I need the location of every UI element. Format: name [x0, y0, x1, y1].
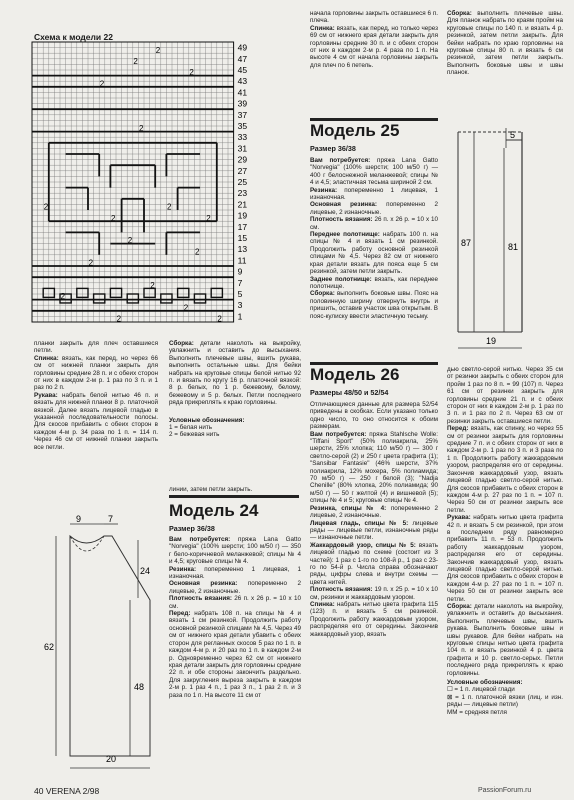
- col4b-p1: дью светло-серой нитью. Через 35 см от резинки закрыть с обеих сторон для пройм 1 раз по 8 п. = 99 (107) п. Через 61 см от резинки закрыть для горловины средние 21 п. и с обеих сторон от них в каждом 2-м р. 1 раз по 3 п. и 1 раз по 2 п. Через 63 см от резинки закрыть оставшиеся петли.: [447, 366, 563, 425]
- need-heading-24: Вам потребуется:: [169, 536, 231, 543]
- watermark: PassionForum.ru: [478, 787, 532, 794]
- chart-color-mark: 2: [99, 79, 105, 89]
- model26-title: Модель 26: [310, 365, 400, 384]
- model24-size: Размер 36/38: [169, 524, 215, 533]
- main-heading-25: Основная резинка:: [310, 201, 377, 209]
- chart-row-label: 9: [237, 266, 243, 277]
- chart-color-mark: 2: [189, 68, 194, 78]
- legend26-3: MM = средняя петля: [447, 708, 507, 716]
- model24-pattern: [30, 510, 165, 785]
- assembly-text-top: выполнить плечевые швы. Для планок набрать по краям пройм на круговые спицы по 140 п. и вязать 4 р. резинкой, затем петли закрыть. Для бейки набрать по краю горловины на круговые спицы 80 п. и вязать 6 см резинкой, затем петли закрыть. Выполнить боковые швы и швы планок.: [447, 10, 563, 77]
- col2-text: [169, 340, 301, 439]
- rib-text-24: попеременно 1 лицевая, 1 изнаночная.: [169, 565, 301, 581]
- chart-row-label: 29: [237, 154, 248, 165]
- front-heading-25: Переднее полотнище:: [310, 231, 380, 239]
- dim25-left: 87: [461, 238, 472, 248]
- gauge-text-24: 26 п. х 26 р. = 10 х 10 см.: [169, 595, 301, 610]
- rib-text-26: попеременно 2 лицевые, 2 изнаночные.: [310, 504, 438, 520]
- col4-p1: [447, 10, 563, 77]
- chart-row-label: 21: [237, 199, 248, 210]
- front-heading-26: Перед:: [447, 425, 469, 433]
- back-text: вязать, как перед, но через 66 см от нижней планки закрыть для горловины средние 28 п. и с обеих сторон от них в каждом 2-м р. 1 раз по 3 п. и 1 раз по 2 п.: [34, 354, 158, 392]
- asm-heading-26: Сборка:: [447, 603, 472, 610]
- chart-row-label: 27: [237, 165, 248, 176]
- dim24-right-top: 24: [140, 566, 151, 576]
- main-heading-24: Основная резинка:: [169, 580, 238, 588]
- chart-row-label: 31: [237, 143, 248, 154]
- chart-row-label: 33: [237, 132, 248, 143]
- square-icon: ☐: [447, 686, 453, 694]
- dim24-top: 9: [76, 514, 82, 524]
- chart-row-label: 49: [237, 42, 248, 53]
- legend-title: Условные обозначения:: [169, 416, 245, 424]
- front-text-25: набрать 100 п. на спицы № 4 и вязать 1 см резинкой. Продолжить работу основной резинкой спицами № 4,5. Через 82 см от нижнего края детали вязать для пояса еще 5 см резинкой, затем петли закрыть.: [310, 231, 438, 276]
- chart-title: Схема к модели 22: [34, 32, 113, 42]
- back-heading-25: Спинка:: [310, 24, 335, 32]
- chart-color-mark: 2: [111, 213, 116, 223]
- chart-color-mark: 2: [43, 202, 49, 212]
- chart-row-label: 43: [237, 76, 248, 87]
- chart-row-label: 41: [237, 87, 248, 98]
- need-text-24: пряжа Lana Gatto "Norvegia" (100% шерсти; 100 м/50 г) — 350 г бело-коричневой меланжевой; спицы № 4 и 4,5; круговые спицы № 4.: [169, 536, 302, 566]
- main-text-24: попеременно 2 лицевые, 2 изнаночные.: [169, 580, 301, 595]
- col4-bottom-text: [447, 366, 563, 716]
- need-text-25: пряжа Lana Gatto "Norvegia" (100% шерсти; 100 м/50 г) — 400 г белоснежной меланжевой; спицы № 4 и 4,5; эластичная тесьма шириной 2 см.: [310, 157, 439, 187]
- assembly-heading-top: Сборка:: [447, 10, 472, 17]
- sleeves-text: набрать белой нитью 46 п. и вязать для нижней планки 8 р. платочной вязкой. Далее вязать лицевой гладью в указанной последовательности полосы. Для скосов прибавить с обеих сторон в каждом 4-м р. 34 раза по 1 п. = 114 п. Через 46 см от нижней планки закрыть все петли.: [34, 391, 158, 451]
- chart-row-label: 3: [237, 300, 243, 311]
- dim25-right: 81: [508, 242, 519, 252]
- jac-heading-26: Жаккардовый узор, спицы № 5:: [310, 541, 416, 549]
- model26-intro: Отличающиеся данные для размера 52/54 приведены в скобках. Если указано только одно число, то оно относится к обоим размерам.: [310, 401, 438, 431]
- chart-row-label: 45: [237, 65, 248, 75]
- chart-row-label: 15: [237, 233, 248, 243]
- need-heading-26: Вам потребуется:: [310, 430, 367, 438]
- sleeve-heading-26: Рукава:: [447, 514, 471, 522]
- chart-color-mark: 2: [116, 314, 122, 324]
- model25-text: [310, 157, 438, 320]
- col1-p1: планки закрыть для плеч оставшиеся петли.: [34, 340, 158, 355]
- chart-row-label: 1: [237, 311, 243, 322]
- gauge-text-26: 19 п. х 25 р. = 10 х 10 см, резинки и жаккардовым узором.: [310, 586, 438, 601]
- col4-top-text: [447, 10, 563, 77]
- chart-row-label: 7: [237, 277, 243, 288]
- backpanel-text-25: вязать, как переднее полотнище.: [310, 275, 438, 290]
- model24-rule: [169, 495, 299, 498]
- col3-p2: [310, 25, 438, 69]
- legend26-1: = 1 п. лицевой глади: [454, 686, 515, 694]
- chart-color-mark: 2: [150, 281, 155, 290]
- dim24-right: 48: [134, 682, 145, 692]
- main-text-25: попеременно 2 лицевые, 2 изнаночные.: [310, 201, 438, 216]
- chart-row-label: 11: [237, 255, 247, 266]
- back-text-26: набрать нитью цвета графита 115 (123) п. и вязать 5 см резинкой. Продолжить работу жаккардовым узором, распределяя его от середины. Закончив жаккардовый узор, вязать: [310, 600, 438, 638]
- model24-lead: линии, затем петли закрыть.: [169, 486, 253, 493]
- asm-heading-25: Сборка:: [310, 290, 335, 298]
- chart-color-mark: 2: [183, 303, 189, 313]
- col3-p1: начала горловины закрыть оставшиеся 6 п. плеча.: [310, 10, 438, 25]
- assembly-text: детали наколоть на выкройку, увлажнить и оставить до высыхания. Выполнить плечевые швы, вшить рукава, выполнить остальные швы. Для бейки набрать на круговые спицы белой нитью 92 п. и вязать по кругу 16 р. платочной вязкой: 8 р. белых, по 1 р. бежевому, белому, бежевому и 5 р. белых. Петли последнего ряда прикреплять к краю горловины.: [169, 340, 301, 407]
- gauge-heading-24: Плотность вязания:: [169, 595, 232, 603]
- chart-color-mark: 2: [88, 258, 94, 268]
- rib-heading-26: Резинка, спицы № 4:: [310, 504, 387, 512]
- col1-p3: [34, 392, 158, 451]
- rib-heading-25: Резинка:: [310, 186, 338, 194]
- model24-title: Модель 24: [169, 501, 259, 520]
- need-heading-25: Вам потребуется:: [310, 157, 371, 164]
- dim25-top: 5: [510, 130, 516, 140]
- gauge-heading-25: Плотность вязания:: [310, 216, 373, 224]
- chart-row-label: 23: [237, 188, 248, 199]
- model25-title: Модель 25: [310, 121, 400, 140]
- chart-color-mark: 2: [206, 213, 211, 223]
- page-footer: 40 VERENA 2/98: [34, 786, 100, 796]
- gauge-text-25: 26 п. х 26 р. = 10 х 10 см.: [310, 216, 438, 231]
- legend26-title: Условные обозначения:: [447, 679, 523, 687]
- chart-color-mark: 2: [167, 202, 172, 212]
- front-text-24: набрать 108 п. на спицы № 4 и вязать 1 см резинкой. Продолжить работу основной резинкой спицами № 4,5. Через 49 см от нижнего края детали убавить с обеих сторон для регланных скосов 5 раз по 1 п. в каждом 4-м р. и 20 раз по 1 п. в каждом 2-м р. Одновременно через 62 см от нижнего края детали закрыть для горловины средние 22 п. и обе стороны закончить раздельно. Для закругления выреза закрыть в каждом 2-м р. 1 раз 4 п., 1 раз 3 п., 1 раз 2 п. и 3 раза по 1 п. На высоте 11 см от: [169, 610, 301, 699]
- st-heading-26: Лицевая гладь, спицы № 5:: [310, 519, 409, 527]
- model25-size: Размер 36/38: [310, 144, 356, 153]
- chart-color-mark: 2: [133, 57, 138, 66]
- chart-color-mark: 2: [155, 45, 161, 55]
- st-text-26: лицевые ряды — лицевые петли, изнаночные ряды — изнаночные петли.: [310, 519, 438, 542]
- cross-square-icon: ⊠: [447, 693, 453, 701]
- chart-row-label: 47: [237, 53, 248, 64]
- need-text-26: пряжа Stahlsche Wolle: "Tiffani Sport" (50% полиакрила, 25% шерсти, 25% хлопка; 110 м/50 г) — 300 г светло-серой (2) и 250 г цвета графита (1); "Sansibar Fantasie" (46% шерсти, 37% полиакрила, 12% мохера, 5% полиамида; 70 м/50 г) — 250 г белой (3); "Nadja Chenille" (80% хлопка, 20% полиамида; 90 м/50 г) — 50 г желтой (4) и вишневой (5); спицы № 4 и 5; круговые спицы № 4.: [310, 430, 439, 505]
- chart-row-label: 19: [237, 210, 248, 221]
- chart-row-label: 35: [237, 121, 248, 131]
- chart-color-mark: 2: [139, 124, 144, 134]
- model25-pattern: [446, 118, 566, 373]
- sleeve-text-26: набрать нитью цвета графита 42 п. и вязать 5 см резинкой, при этом в последнем ряду равномерно прибавить 11 п. = 53 п. Продолжить работу жаккардовым узором, распределяя его от середины. Закончив жаккардовый узор, вязать лицевой гладью светло-серой нитью. Для скосов прибавить с обеих сторон в каждом 4-м р. 27 раз по 1 п. = 107 п. Через 50 см от резинки закрыть все петли.: [447, 514, 563, 603]
- model24-text: [169, 536, 301, 699]
- model26-size: Размеры 48/50 и 52/54: [310, 388, 389, 397]
- col3-top-text: [310, 10, 438, 69]
- chart-row-label: 25: [237, 177, 248, 187]
- col1-text: [34, 340, 158, 451]
- assembly-heading: Сборка:: [169, 340, 194, 347]
- chart-row-label: 5: [237, 289, 243, 299]
- gauge-heading-26: Плотность вязания:: [310, 586, 373, 594]
- rib-text-25: попеременно 1 лицевая, 1 изнаночная.: [310, 186, 438, 202]
- chart-color-mark: 2: [195, 247, 200, 257]
- dim25-bottom: 19: [486, 336, 497, 346]
- backpanel-heading-25: Заднее полотнище:: [310, 275, 372, 283]
- knitting-chart: [30, 40, 312, 336]
- back-heading: Спинка:: [34, 354, 59, 362]
- asm-text-25: выполнить боковые швы. Пояс на половинную ширину отвернуть внутрь и пришить, оставив участок шва открытым. В пояс-кулиску ввести эластичную тесьму.: [310, 290, 438, 320]
- rib-heading-24: Резинка:: [169, 565, 197, 573]
- chart-color-mark: 2: [60, 292, 66, 302]
- back-text-25: вязать, как перед, но только через 69 см от нижнего края детали закрыть для горловины средние 30 п. и с обеих сторон от них в каждом 2-м р. 4 раза по 1 п. На высоте 4 см от начала горловины закрыть для плеч по 6 петель.: [310, 24, 438, 69]
- sleeves-heading: Рукава:: [34, 391, 58, 399]
- chart-row-label: 13: [237, 244, 248, 255]
- legend-white: 1 = белая нить: [169, 424, 213, 432]
- dim24-left: 62: [44, 642, 55, 652]
- asm-text-26: детали наколоть на выкройку, увлажнить и оставить до высыхания. Выполнить плечевые швы, вшить рукава. Выполнить боковые швы и швы рукавов. Для бейки набрать на круговые спицы нитью цвета графита 104 п. и вязать резинкой 4 р. цвета графита и 10 р. светло-серых. Петли последнего ряда прикреплять к краю горловины.: [447, 603, 563, 677]
- legend-beige: 2 = бежевая нить: [169, 431, 220, 439]
- front-heading-24: Перед:: [169, 610, 191, 618]
- jac-text-26: вязать лицевой гладью по схеме (состоит из 3 частей): 1 раз с 1-го по 108-й р., 1 раз с 23-го по 54-й р. Числа справа обозначают ряды, цифры слева и внутри схемы — цвета нитей.: [310, 541, 438, 586]
- col1-p2: [34, 355, 158, 392]
- dim24-top2: 7: [108, 514, 114, 524]
- chart-row-label: 39: [237, 98, 248, 109]
- chart-row-label: 37: [237, 109, 248, 120]
- chart-row-label: 17: [237, 221, 248, 232]
- front-text-26: вязать, как спинку, но через 55 см от резинки закрыть для горловины средние 7 п. и с обеих сторон от них в каждом 2-м р. 1 раз по 3 п. и 3 раза по 1 п. Продолжить работу жаккардовым узором, распределяя его от середины. Закончив жаккардовый узор, вязать лицевой гладью светло-серой нитью. Для скосов прибавить с обеих сторон в каждом 4-м р. 27 раз по 1 п. = 107 п. Через 50 см от резинки закрыть все петли.: [447, 425, 563, 514]
- chart-color-mark: 2: [217, 314, 222, 324]
- dim24-bottom: 20: [106, 754, 117, 764]
- back-heading-26: Спинка:: [310, 600, 335, 608]
- model26-text: [310, 401, 438, 638]
- legend26-2: = 1 п. платочной вязки (лиц. и изн. ряды — лицевые петли): [447, 693, 564, 709]
- col2-p1: [169, 340, 301, 407]
- chart-color-mark: 2: [127, 236, 133, 246]
